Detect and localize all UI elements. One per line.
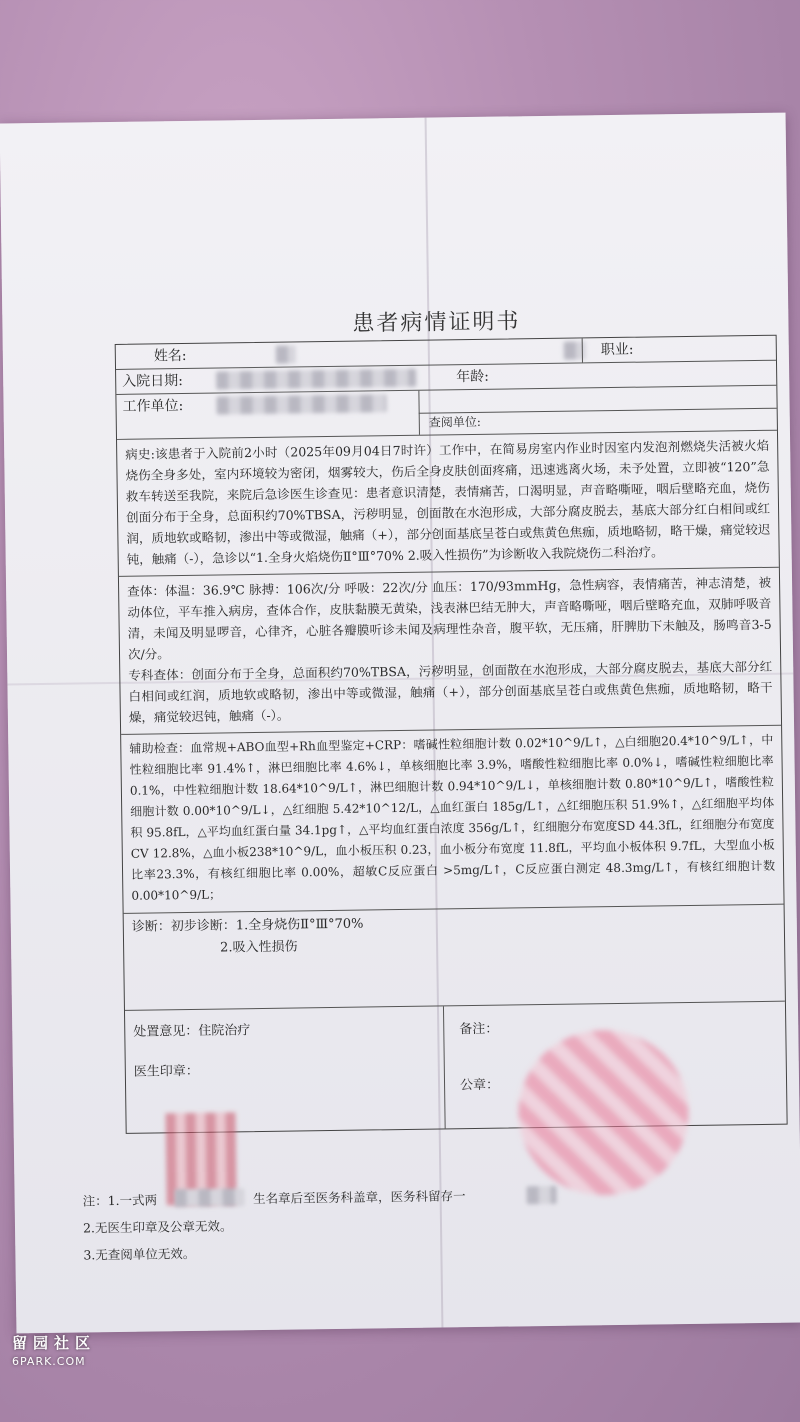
history-section: 病史:该患者于入院前2小时（2025年09月04日7时许）工作中，在简易房室内作业时因室内发泡剂燃烧失活被火焰烧伤全身多处，室内环境较为密闭，烟雾较大，伤后全身皮肤创面疼痛，迅速逃离火场，未予处置，立即被“120”急救车转送至我院，来院后急诊医生诊查见：患者意识清楚，表情痛苦，口渴明显，声音略嘶哑，咽后壁略充血，烧伤创面分布于全身，总面积约70%TBSA，污秽明显，创面散在水泡形成，大部分腐皮脱去，基底大部分红白相间或红润，质地软或略韧，渗出中等或微湿，触痛（+），部分创面基底呈苍白或焦黄色焦痂，质地略韧，略干燥，痛觉较迟钝，触痛（-），急诊以“1.全身火焰烧伤Ⅱ°Ⅲ°70% 2.吸入性损伤”为诊断收入我院烧伤二科治疗。 — [117, 431, 779, 577]
site-watermark — [12, 1332, 96, 1368]
general-exam-text: 查体：体温：36.9℃ 脉搏：106次/分 呼吸：22次/分 血压：170/93mmHg，急性病容，表情痛苦，神志清楚，被动体位，平车推入病房，查体合作，皮肤黏膜无黄染，浅表淋巴结无肿大，声音略嘶哑，咽后壁略充血，双肺呼吸音清，未闻及明显啰音，心律齐，心脏各瓣膜听诊未闻及病理性杂音，腹平软，无压痛，肝脾肋下未触及，肠鸣音3-5次/分。 — [127, 574, 772, 662]
note-1b: 生名章后至医务科盖章，医务科留存一 — [252, 1188, 466, 1207]
certificate-paper — [0, 113, 800, 1334]
workplace-redaction — [216, 394, 386, 414]
diagnosis-section — [124, 905, 785, 1011]
doctor-seal-label: 医生印章： — [133, 1063, 199, 1080]
diagnosis-label: 诊断：初步诊断： — [131, 918, 236, 935]
certificate-form — [115, 335, 788, 1134]
official-seal-stamp — [517, 1029, 689, 1196]
admission-date-redaction — [216, 369, 416, 390]
diagnosis-item-1: 1.全身烧伤Ⅱ°Ⅲ°70% — [235, 916, 364, 934]
note-1a: 注：1.一式两 — [82, 1192, 158, 1209]
review-unit-label: 查阅单位: — [428, 414, 481, 430]
occupation-label: 职业: — [600, 341, 634, 359]
remarks-label: 备注： — [459, 1021, 499, 1038]
note-line-2: 2.无医生印章及公章无效。 — [82, 1218, 233, 1236]
footnotes — [82, 1182, 466, 1268]
name-label: 姓名: — [153, 347, 187, 365]
official-seal-label: 公章： — [459, 1077, 500, 1094]
note-line-3: 3.无查阅单位无效。 — [83, 1245, 196, 1263]
specialty-exam-text: 专科查体：创面分布于全身，总面积约70%TBSA，污秽明显，创面散在水泡形成，大部分腐皮脱去，基底大部分红白相间或红润，质地软或略韧，渗出中等或微湿，触痛（+），部分创面基底呈苍白或焦黄色焦痂，质地略韧，略干燥，痛觉较迟钝，触痛（-）。 — [128, 658, 773, 725]
admission-date-label: 入院日期: — [122, 373, 184, 390]
note-line-1 — [82, 1182, 465, 1214]
workplace-label: 工作单位: — [122, 398, 184, 415]
notes-redaction-2 — [526, 1186, 556, 1204]
name-redaction — [276, 345, 296, 363]
age-label: 年龄: — [456, 368, 490, 386]
watermark-en: 6PARK.COM — [12, 1355, 86, 1368]
disposition-text: 处置意见：住院治疗 — [133, 1023, 251, 1040]
exam-section — [119, 568, 781, 735]
watermark-cn: 留园社区 — [12, 1334, 97, 1352]
note-gap — [161, 1203, 249, 1204]
divider — [443, 1006, 446, 1128]
auxiliary-section: 辅助检查：血常规+ABO血型+Rh血型鉴定+CRP：嗜碱性粒细胞计数 0.02*10^9/L↑，△白细胞20.4*10^9/L↑，中性粒细胞比率 91.4%↑，淋巴细胞比率 4.6%↓，单核细胞比率 3.9%，嗜酸性粒细胞比率 0.0%↓，嗜碱性粒细胞比率 0.1%，中性粒细胞计数 18.64*10^9/L↑，淋巴细胞计数 0.94*10^9/L↓，单核细胞计数 0.80*10^9/L↑，嗜酸性粒细胞计数 0.00*10^9/L↓，△红细胞 5.42*10^12/L，△血红蛋白 185g/L↑，△红细胞压积 51.9%↑，△红细胞平均体积 95.8fL，△平均血红蛋白量 34.1pg↑，△平均血红蛋白浓度 356g/L↑，红细胞分布宽度SD 44.3fL，红细胞分布宽度CV 12.8%，△血小板238*10^9/L，血小板压积 0.23，血小板分布宽度 11.8fL，平均血小板体积 9.7fL，大型血小板比率23.3%，有核红细胞比率 0.00%，超敏C反应蛋白 >5mg/L↑，C反应蛋白测定 48.3mg/L↑，有核红细胞计数 0.00*10^9/L； — [121, 726, 783, 914]
diagnosis-item-2: 2.吸入性损伤 — [220, 939, 298, 956]
document-title: 患者病情证明书 — [352, 309, 521, 337]
